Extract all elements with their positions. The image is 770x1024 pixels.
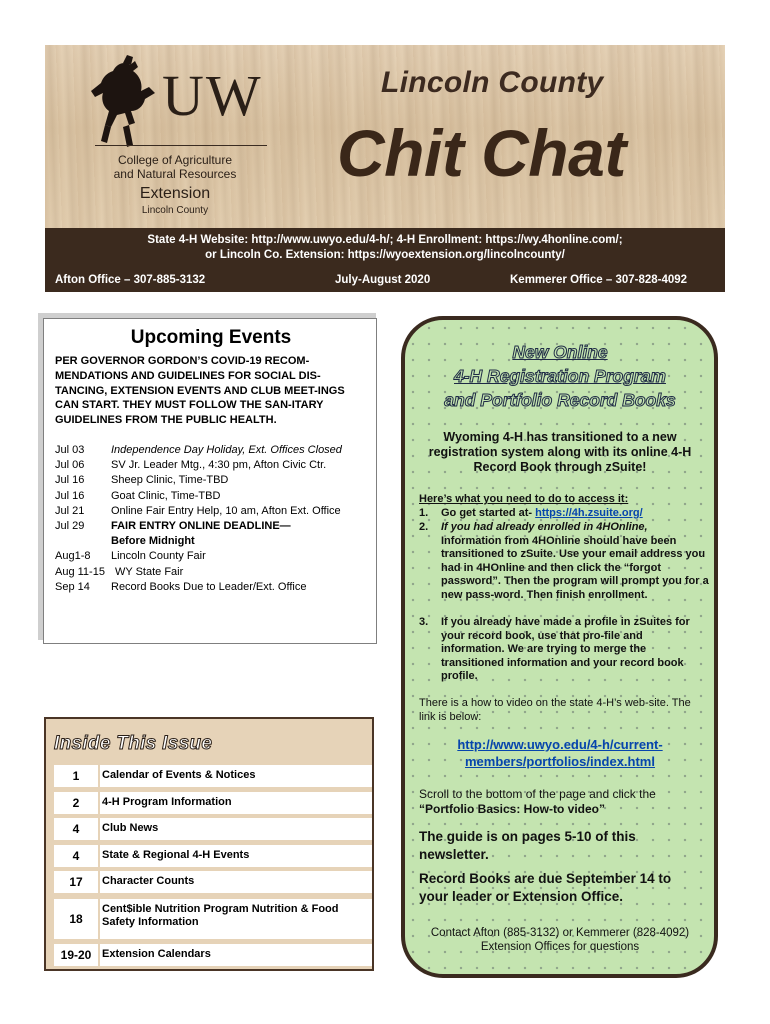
portfolio-video-link[interactable]: http://www.uwyo.edu/4-h/current-members/portfolios/index.html bbox=[457, 737, 663, 769]
event-description: Goat Clinic, Time-TBD bbox=[111, 489, 221, 502]
issue-page-number: 4 bbox=[54, 818, 98, 840]
event-description: Online Fair Entry Help, 10 am, Afton Ext. Office bbox=[111, 504, 341, 517]
event-description: WY State Fair bbox=[115, 565, 184, 578]
issue-title: Inside This Issue bbox=[54, 733, 213, 754]
event-date: Jul 21 bbox=[55, 504, 85, 517]
inside-this-issue-box bbox=[44, 717, 374, 971]
college-name bbox=[105, 153, 245, 181]
event-description: Before Midnight bbox=[111, 535, 195, 548]
event-date: Aug1-8 bbox=[55, 550, 91, 563]
step-1-text: Go get started at- bbox=[441, 507, 533, 519]
step-1 bbox=[419, 507, 709, 521]
step-2-lead: If you had already enrolled in 4HOnline, bbox=[441, 521, 648, 533]
zsuite-link[interactable]: https://4h.zsuite.org/ bbox=[535, 507, 643, 519]
step-2 bbox=[419, 521, 709, 602]
issue-page-number: 19-20 bbox=[54, 944, 98, 966]
issue-topic: Character Counts bbox=[100, 871, 372, 893]
college-line-2: and Natural Resources bbox=[113, 167, 237, 181]
info-band bbox=[45, 228, 725, 292]
college-line-1: College of Agriculture bbox=[117, 153, 233, 167]
issue-topic: 4-H Program Information bbox=[100, 792, 372, 814]
registration-title-line-1: New Online bbox=[512, 342, 608, 362]
guide-note: The guide is on pages 5-10 of this newsletter. bbox=[419, 829, 636, 862]
event-description: Record Books Due to Leader/Ext. Office bbox=[111, 580, 307, 593]
registration-intro: Wyoming 4-H has transitioned to a new registration system along with its online 4-H Record Book through zSuite! bbox=[428, 430, 692, 475]
event-date: Jul 16 bbox=[55, 474, 85, 487]
extension-label: Extension bbox=[139, 185, 211, 202]
newsletter-title: Chit Chat bbox=[337, 116, 626, 190]
kemmerer-office: Kemmerer Office – 307-828-4092 bbox=[510, 274, 688, 286]
event-date: Sep 14 bbox=[55, 580, 90, 593]
registration-title-line-2: 4-H Registration Program bbox=[454, 366, 666, 386]
step-3-text: If you already have made a profile in zSuites for your record book, use that pro-file and information. We are trying to merge the transitioned information and your record book profile. bbox=[441, 616, 690, 682]
video-note: There is a how to video on the state 4-H’s web-site. The link is below: bbox=[419, 697, 691, 723]
issue-row bbox=[54, 818, 372, 840]
event-date: Aug 11-15 bbox=[55, 565, 105, 578]
registration-title-line-3: and Portfolio Record Books bbox=[444, 390, 676, 410]
covid-notice: PER GOVERNOR GORDON’S COVID-19 RECOM-MENDATIONS AND GUIDELINES FOR SOCIAL DIS-TANCING, EXTENSION EVENTS AND CLUB MEET-INGS CAN START. THEY MUST FOLLOW THE SAN-ITARY GUIDELINES FROM THE PUBLIC HEALTH. bbox=[55, 355, 345, 427]
issue-page-number: 2 bbox=[54, 792, 98, 814]
issue-row bbox=[54, 871, 372, 893]
logo-county-label: Lincoln County bbox=[141, 205, 209, 216]
issue-topic: Club News bbox=[100, 818, 372, 840]
issue-row bbox=[54, 845, 372, 867]
event-date: Jul 06 bbox=[55, 459, 85, 472]
issue-row bbox=[54, 765, 372, 787]
event-description: FAIR ENTRY ONLINE DEADLINE— bbox=[111, 520, 291, 532]
websites-line-2[interactable]: or Lincoln Co. Extension: https://wyoextension.org/lincolncounty/ bbox=[205, 249, 565, 261]
event-description: Independence Day Holiday, Ext. Offices Closed bbox=[111, 444, 342, 456]
upcoming-events-box bbox=[43, 318, 377, 644]
websites-line-1[interactable]: State 4-H Website: http://www.uwyo.edu/4-h/; 4-H Enrollment: https://wy.4honline.com/; bbox=[147, 234, 623, 246]
event-date: Jul 03 bbox=[55, 444, 85, 456]
issue-page-number: 17 bbox=[54, 871, 98, 893]
issue-row bbox=[54, 944, 372, 966]
event-date: Jul 16 bbox=[55, 489, 85, 502]
logo-divider bbox=[95, 145, 267, 146]
event-description: Sheep Clinic, Time-TBD bbox=[111, 474, 229, 487]
step-3 bbox=[419, 616, 709, 684]
issue-row bbox=[54, 792, 372, 814]
issue-topic: Extension Calendars bbox=[100, 944, 372, 966]
registration-panel bbox=[401, 316, 718, 978]
uw-wordmark: UW bbox=[162, 63, 263, 128]
scroll-text: Scroll to the bottom of the page and click the bbox=[419, 787, 656, 801]
event-description: SV Jr. Leader Mtg., 4:30 pm, Afton Civic Ctr. bbox=[111, 459, 327, 472]
issue-date: July-August 2020 bbox=[335, 274, 431, 286]
due-date-note: Record Books are due September 14 to your leader or Extension Office. bbox=[419, 871, 672, 904]
event-description: Lincoln County Fair bbox=[111, 550, 206, 563]
issue-page-number: 1 bbox=[54, 765, 98, 787]
event-date: Jul 29 bbox=[55, 520, 85, 532]
contact-note: Contact Afton (885-3132) or Kemmerer (828-4092) Extension Offices for questions bbox=[430, 927, 690, 953]
issue-page-number: 18 bbox=[54, 899, 98, 939]
step-3-number: 3. bbox=[419, 616, 429, 628]
afton-office: Afton Office – 307-885-3132 bbox=[55, 274, 206, 286]
issue-topic: Cent$ible Nutrition Program Nutrition & Food Safety Information bbox=[100, 899, 372, 939]
issue-topic: State & Regional 4-H Events bbox=[100, 845, 372, 867]
issue-row bbox=[54, 899, 372, 939]
issue-topic: Calendar of Events & Notices bbox=[100, 765, 372, 787]
step-2-number: 2. bbox=[419, 521, 429, 533]
step-2-text: Information from 4HOnline should have been transitioned to zSuite. Use your email address you had in 4HOnline and then click the “forgot password”. Then the program will prompt you for a new pass-word. Then finish enrollment. bbox=[441, 534, 709, 601]
step-1-number: 1. bbox=[419, 507, 429, 519]
bucking-horse-icon bbox=[83, 53, 169, 153]
portfolio-basics-label: “Portfolio Basics: How-to video” bbox=[419, 802, 606, 816]
events-title: Upcoming Events bbox=[130, 327, 292, 348]
issue-page-number: 4 bbox=[54, 845, 98, 867]
county-title: Lincoln County bbox=[381, 66, 604, 99]
masthead bbox=[45, 45, 725, 228]
steps-heading: Here’s what you need to do to access it: bbox=[419, 493, 629, 505]
scroll-instructions bbox=[419, 787, 709, 817]
